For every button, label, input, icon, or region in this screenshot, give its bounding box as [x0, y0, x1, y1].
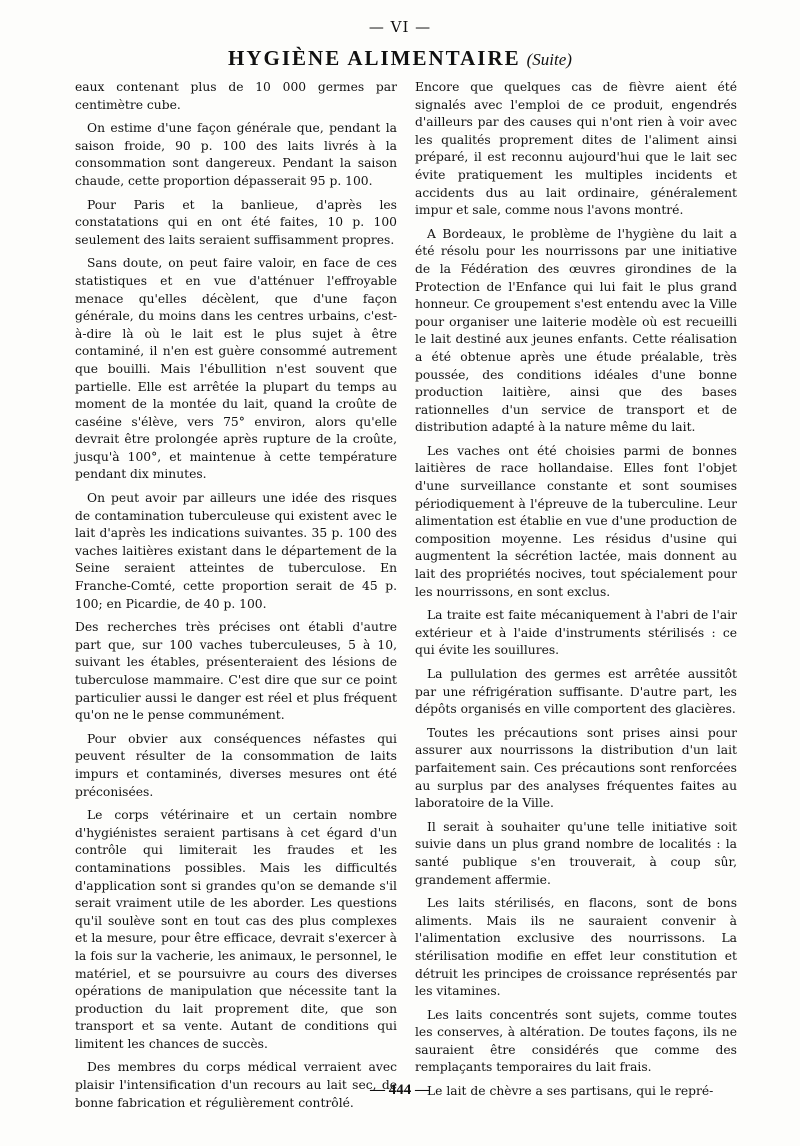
paragraph: Toutes les précautions sont prises ainsi pour assurer aux nourrissons la distribution d'un lait parfaitement sain. Ces précautions sont renforcées au surplus par des analyses fréquentes faites au laboratoire de la Ville. [415, 725, 737, 811]
paragraph: Le corps vétérinaire et un certain nombre d'hygiénistes seraient partisans à cet égard d'un contrôle qui limiterait les fraudes et les contaminations possibles. Mais les difficultés d'application sont si grandes qu'on se demande s'il serait vraiment utile de les aborder. Les questions qu'il soulève sont en tout cas des plus complexes et la mesure, pour être efficace, devrait s'exercer à la fois sur la vacherie, les animaux, le personnel, le matériel, et se poursuivre au cours des diverses opérations de manipulation que nécessite tant la production du lait proprement dite, que son transport et sa vente. Autant de conditions qui limitent les chances de succès. [75, 808, 397, 1051]
paragraph: Les vaches ont été choisies parmi de bonnes laitières de race hollandaise. Elles font l'objet d'une surveillance constante et sont soumises périodiquement à l'épreuve de la tuberculine. Leur alimentation est établie en vue d'une production de composition moyenne. Les résidus d'usine qui augmentent la sécrétion lactée, mais donnent au lait des propriétés nocives, tout spécialement pour les nourrissons, en sont exclus. [415, 443, 737, 599]
paragraph: Des membres du corps médical verraient avec plaisir l'intensification d'un recours au lait sec, de bonne fabrication et régulièrement contrôlé. [75, 1060, 397, 1110]
paragraph: La traite est faite mécaniquement à l'abri de l'air extérieur et à l'aide d'instruments stérilisés : ce qui évite les souillures. [415, 608, 737, 658]
right-column [415, 79, 737, 1107]
folio: — VI — [368, 18, 432, 36]
left-column [75, 79, 397, 1118]
paragraph: Pour Paris et la banlieue, d'après les constatations qui en ont été faites, 10 p. 100 seulement des laits seraient suffisamment propres. [75, 197, 397, 247]
running-head [0, 46, 800, 71]
paragraph: Pour obvier aux conséquences néfastes qui peuvent résulter de la consommation de laits impurs et contaminés, diverses mesures ont été préconisées. [75, 731, 397, 799]
paragraph: La pullulation des germes est arrêtée aussitôt par une réfrigération suffisante. D'autre part, les dépôts organisés en ville comportent des glacières. [415, 667, 737, 717]
paragraph: Le lait de chèvre a ses partisans, qui le repré- [427, 1084, 714, 1099]
paragraph: On estime d'une façon générale que, pendant la saison froide, 90 p. 100 des laits livrés à la consommation sont dangereux. Pendant la saison chaude, cette proportion dépasserait 95 p. 100. [75, 121, 397, 188]
title-suite: (Suite) [526, 50, 572, 69]
paragraph: On peut avoir par ailleurs une idée des risques de contamination tuberculeuse qui existent avec le lait d'après les indications suivantes. 35 p. 100 des vaches laitières existant dans le département de la Seine seraient atteintes de tuberculose. En Franche-Comté, cette proportion serait de 45 p. 100; en Picardie, de 40 p. 100. [75, 491, 397, 611]
paragraph: Encore que quelques cas de fièvre aient été signalés avec l'emploi de ce produit, engendrés d'ailleurs par des causes qui n'ont rien à voir avec les qualités proprement dites de l'aliment ainsi préparé, il est reconnu aujourd'hui que le lait sec évite pratiquement les multiples incidents et accidents dus au lait ordinaire, généralement impur et sale, comme nous l'avons montré. [415, 80, 737, 218]
paragraph: Les laits concentrés sont sujets, comme toutes les conserves, à altération. De toutes façons, ils ne sauraient être considérés que comme des remplaçants temporaires du lait frais. [415, 1007, 737, 1075]
paragraph: A Bordeaux, le problème de l'hygiène du lait a été résolu pour les nourrissons par une initiative de la Fédération des œuvres girondines de la Protection de l'Enfance qui lui fait le plus grand honneur. Ce groupement s'est entendu avec la Ville pour organiser une laiterie modèle où est recueilli le lait destiné aux jeunes enfants. Cette réalisation a été obtenue après une étude préalable, très poussée, des conditions idéales d'une bonne production laitière, ainsi que des bases rationnelles d'un service de transport et de distribution adapté à la nature même du lait. [415, 226, 737, 435]
page-number: — 444 — [370, 1082, 430, 1098]
paragraph: Des recherches très précises ont établi d'autre part que, sur 100 vaches tuberculeuses, 5 à 10, suivant les étables, présenteraient des lésions de tuberculose mammaire. C'est dire que sur ce point particulier aussi le danger est réel et plus fréquent qu'on ne le pense communément. [75, 620, 397, 723]
paragraph: Il serait à souhaiter qu'une telle initiative soit suivie dans un plus grand nombre de localités : la santé publique s'en trouverait, à coup sûr, grandement affermie. [415, 819, 737, 887]
page-title: HYGIÈNE ALIMENTAIRE [228, 46, 521, 70]
paragraph: Sans doute, on peut faire valoir, en face de ces statistiques et en vue d'atténuer l'effroyable menace qu'elles décèlent, que d'une façon générale, du moins dans les centres urbains, c'est-à-dire là où le lait est le plus sujet à être contaminé, il n'en est guère consommé autrement que bouilli. Mais l'ébullition n'est souvent que partielle. Elle est arrêtée la plupart du temps au moment de la montée du lait, quand la croûte de caséine s'élève, vers 75° environ, alors qu'elle devrait être prolongée après rupture de la croûte, jusqu'à 100°, et maintenue à cette température pendant dix minutes. [75, 256, 397, 482]
paragraph: Les laits stérilisés, en flacons, sont de bons aliments. Mais ils ne sauraient convenir à l'alimentation exclusive des nourrissons. La stérilisation modifie en effet leur constitution et détruit les principes de croissance représentés par les vitamines. [415, 896, 737, 999]
paragraph: eaux contenant plus de 10 000 germes par centimètre cube. [75, 80, 397, 112]
